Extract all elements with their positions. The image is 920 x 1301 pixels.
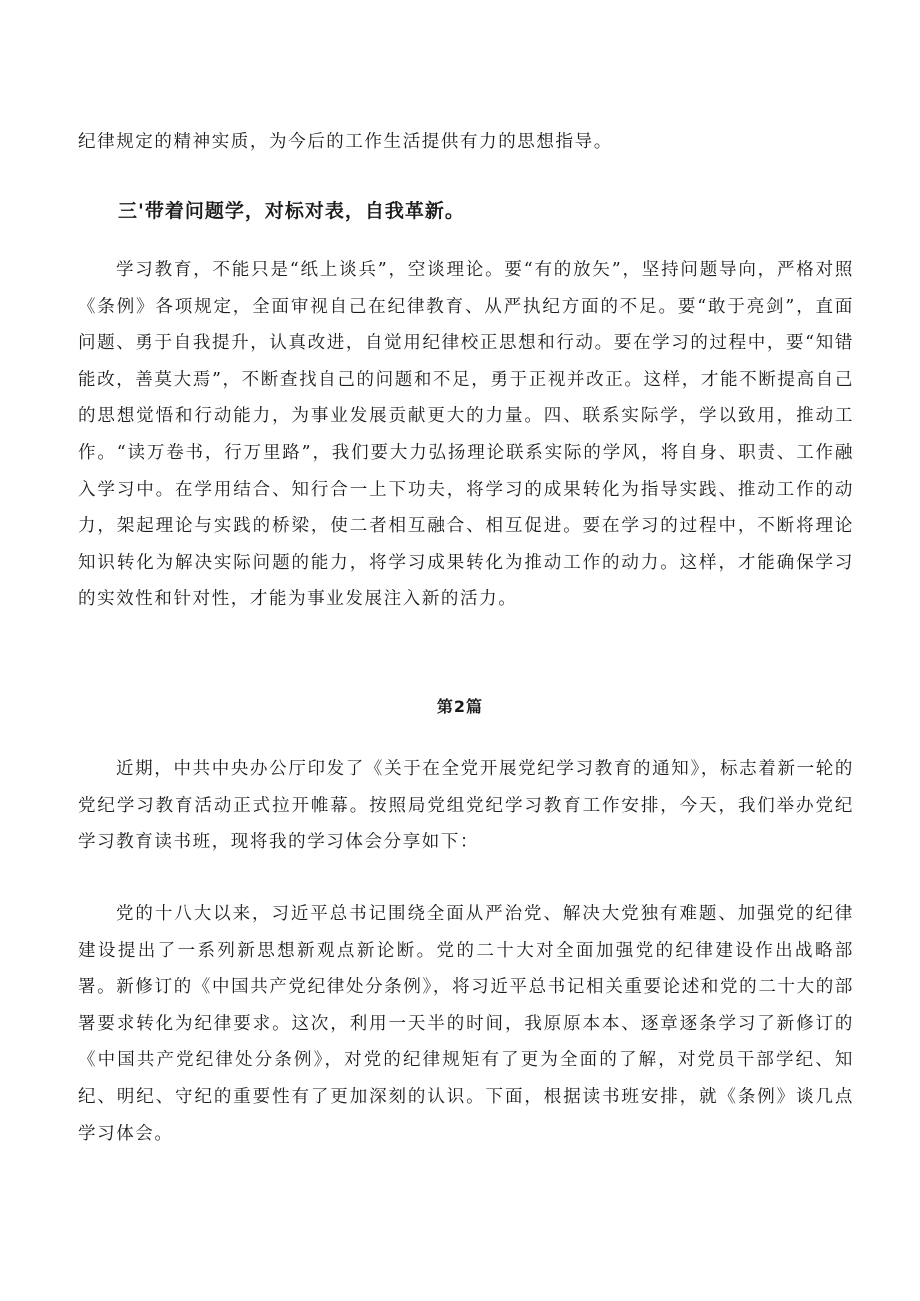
paragraph-intro-end: 纪律规定的精神实质，为今后的工作生活提供有力的思想指导。: [78, 132, 613, 152]
paragraph-section-3: 学习教育，不能只是“纸上谈兵”，空谈理论。要“有的放矢”，坚持问题导向，严格对照《条例》各项规定，全面审视自己在纪律教育、从严执纪方面的不足。要“敢于亮剑”，直面问题、勇于自我提升，认真改进，自觉用纪律校正思想和行动。要在学习的过程中，要“知错能改，善莫大焉”，不断查找自己的问题和不足，勇于正视并改正。这样，才能不断提高自己的思想觉悟和行动能力，为事业发展贡献更大的力量。四、联系实际学，学以致用，推动工作。“读万卷书，行万里路”，我们要大力弘扬理论联系实际的学风，将自身、职责、工作融入学习中。在学用结合、知行合一上下功夫，将学习的成果转化为指导实践、推动工作的动力，架起理论与实践的桥梁，使二者相互融合、相互促进。要在学习的过程中，不断将理论知识转化为解决实际问题的能力，将学习成果转化为推动工作的动力。这样，才能确保学习的实效性和针对性，才能为事业发展注入新的活力。: [78, 260, 854, 610]
paragraph-section-2-body: 党的十八大以来，习近平总书记围绕全面从严治党、解决大党独有难题、加强党的纪律建设提出了一系列新思想新观点新论断。党的二十大对全面加强党的纪律建设作出战略部署。新修订的《中国共产党纪律处分条例》，将习近平总书记相关重要论述和党的二十大的部署要求转化为纪律要求。这次，利用一天半的时间，我原原本本、逐章逐条学习了新修订的《中国共产党纪律处分条例》，对党的纪律规矩有了更为全面的了解，对党员干部学纪、知纪、明纪、守纪的重要性有了更加深刻的认识。下面，根据读书班安排，就《条例》谈几点学习体会。: [78, 904, 854, 1144]
section-3-heading: 三'带着问题学，对标对表，自我革新。: [118, 200, 465, 222]
paragraph-section-2-intro: 近期，中共中央办公厅印发了《关于在全党开展党纪学习教育的通知》，标志着新一轮的党纪学习教育活动正式拉开帷幕。按照局党组党纪学习教育工作安排，今天，我们举办党纪学习教育读书班，现将我的学习体会分享如下：: [78, 759, 854, 853]
section-2-title: 第2篇: [436, 697, 484, 716]
